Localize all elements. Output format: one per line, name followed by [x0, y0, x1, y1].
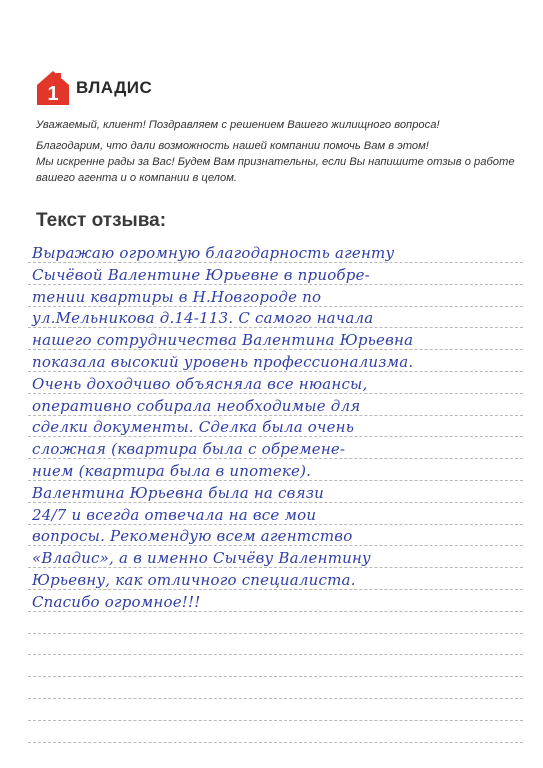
handwritten-line: Сычёвой Валентине Юрьевне в приобре-	[32, 265, 370, 284]
ruled-line	[28, 306, 523, 307]
handwritten-line: Юрьевну, как отличного специалиста.	[32, 571, 356, 589]
ruled-line	[28, 742, 523, 743]
ruled-line	[28, 545, 523, 546]
ruled-line	[28, 698, 523, 699]
intro-line: Благодарим, что дали возможность нашей компании помочь Вам в этом!	[36, 140, 429, 152]
ruled-line	[28, 262, 523, 263]
handwritten-line: «Владис», а в именно Сычёву Валентину	[32, 549, 371, 568]
handwritten-line: сложная (квартира была с обремене-	[32, 440, 346, 459]
handwritten-line: нашего сотрудничества Валентина Юрьевна	[32, 331, 414, 350]
ruled-line	[28, 676, 523, 677]
ruled-line	[28, 611, 523, 612]
handwritten-line: вопросы. Рекомендую всем агентство	[32, 527, 353, 546]
handwritten-line: Выражаю огромную благодарность агенту	[32, 244, 395, 262]
ruled-line	[28, 458, 523, 459]
handwritten-line: показала высокий уровень профессионализма.	[32, 353, 414, 371]
ruled-line	[28, 284, 523, 285]
ruled-line	[28, 349, 523, 350]
ruled-line	[28, 589, 523, 590]
handwritten-line: Спасибо огромное!!!	[32, 592, 201, 611]
ruled-line	[28, 654, 523, 655]
ruled-line	[28, 415, 523, 416]
handwritten-line: тении квартиры в Н.Новгороде по	[32, 287, 322, 306]
handwritten-line: нием (квартира была в ипотеке).	[32, 462, 312, 480]
handwritten-line: ул.Мельникова д.14-113. С самого начала	[32, 309, 374, 328]
house-logo-icon	[36, 70, 70, 106]
brand-logo	[36, 70, 152, 106]
ruled-line	[28, 720, 523, 721]
intro-line: Мы искренне рады за Вас! Будем Вам признательны, если Вы напишите отзыв о работе	[36, 156, 515, 168]
ruled-line	[28, 567, 523, 568]
ruled-line	[28, 502, 523, 503]
handwritten-line: Валентина Юрьевна была на связи	[32, 483, 324, 502]
ruled-line	[28, 393, 523, 394]
review-title: Текст отзыва:	[36, 210, 167, 231]
intro-greeting: Уважаемый, клиент! Поздравляем с решением Вашего жилищного вопроса!	[36, 119, 440, 131]
svg-text:1: 1	[47, 83, 59, 105]
brand-name: ВЛАДИС	[76, 78, 153, 97]
intro-line: вашего агента и о компании в целом.	[36, 172, 237, 184]
ruled-line	[28, 480, 523, 481]
handwritten-line: оперативно собирала необходимые для	[32, 396, 361, 415]
handwritten-line: Очень доходчиво объясняла все нюансы,	[32, 374, 368, 393]
ruled-line	[28, 633, 523, 634]
ruled-line	[28, 524, 523, 525]
handwritten-line: сделки документы. Сделка была очень	[32, 418, 355, 437]
ruled-line	[28, 371, 523, 372]
handwritten-line: 24/7 и всегда отвечала на все мои	[32, 505, 317, 524]
ruled-line	[28, 436, 523, 437]
intro-text	[36, 117, 516, 186]
ruled-line	[28, 327, 523, 328]
